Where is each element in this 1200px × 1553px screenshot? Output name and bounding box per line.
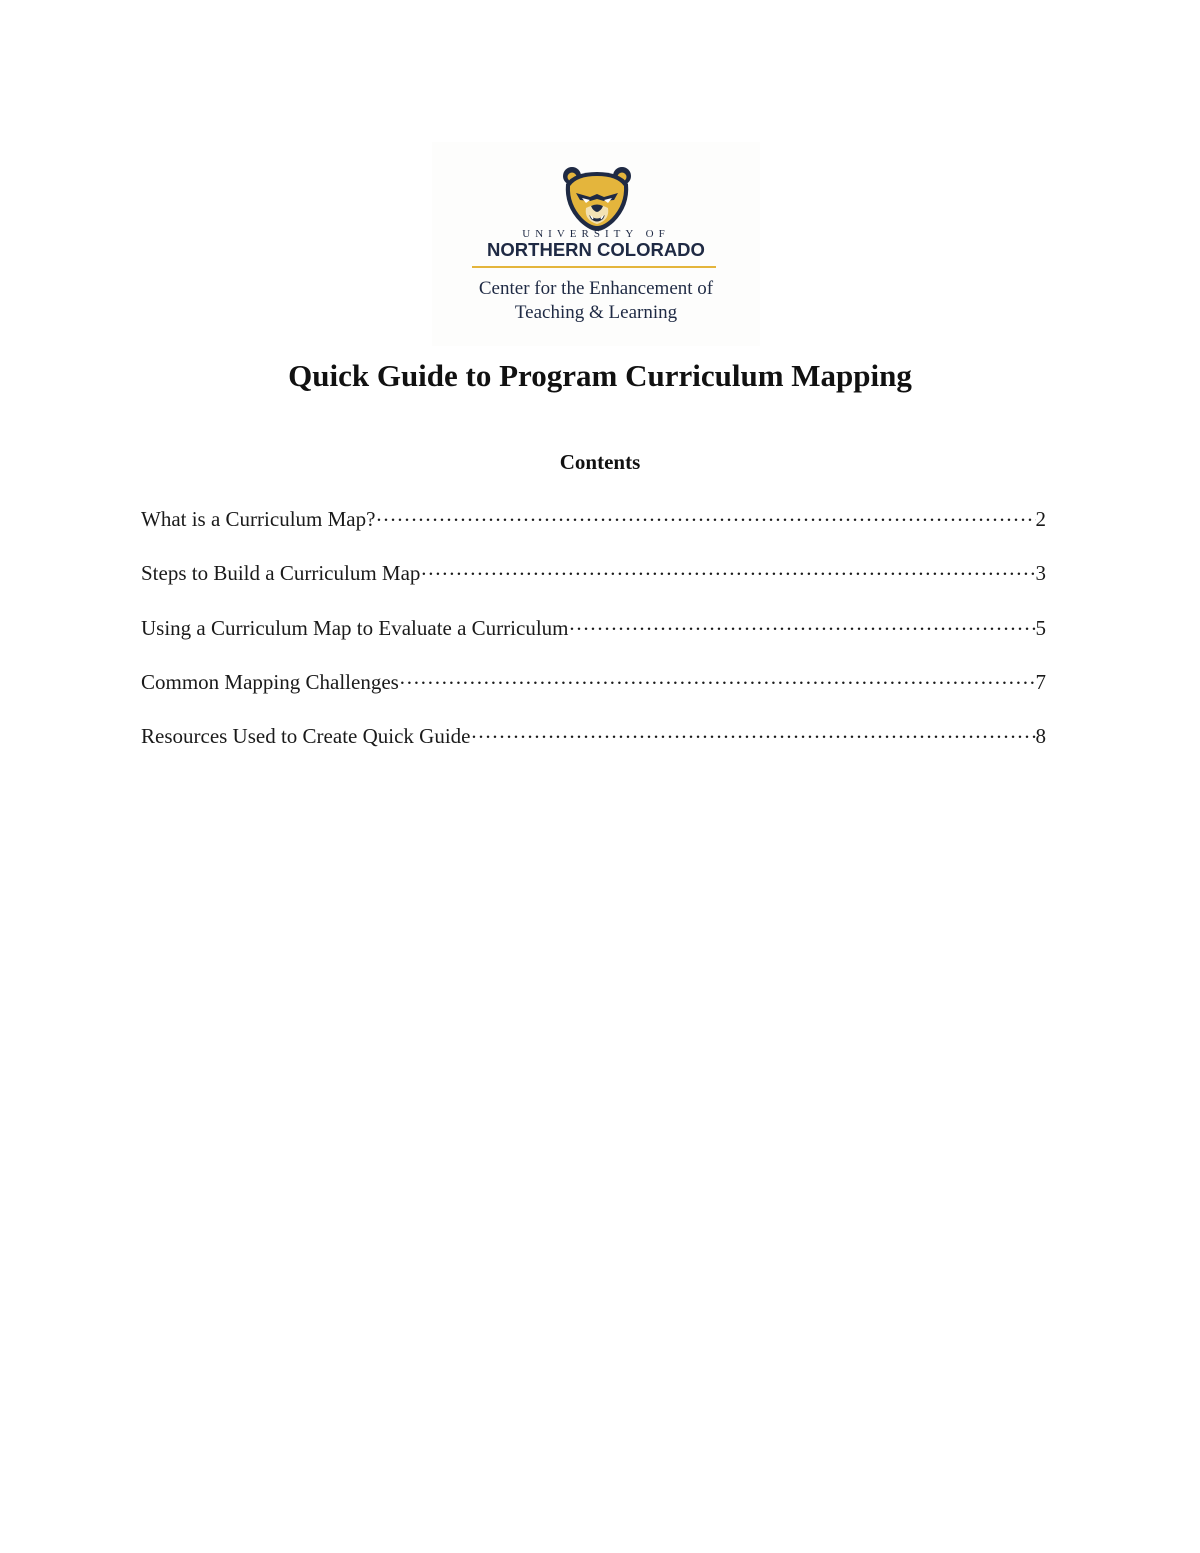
- toc-entry[interactable]: [141, 719, 1046, 773]
- toc-leader-dots: [471, 719, 1036, 743]
- toc-entry-page: 7: [1035, 669, 1046, 694]
- toc-entry-title: Common Mapping Challenges: [141, 669, 399, 694]
- toc-entry-page: 8: [1035, 724, 1046, 749]
- page-title: Quick Guide to Program Curriculum Mapping: [288, 358, 912, 393]
- bear-mascot-icon: [560, 166, 634, 232]
- toc-entry-title: What is a Curriculum Map?: [141, 507, 376, 531]
- logo-divider: [472, 266, 716, 268]
- toc-entry-title: Resources Used to Create Quick Guide: [141, 724, 471, 749]
- toc-leader-dots: [399, 665, 1036, 689]
- logo-teaching-line: Teaching & Learning: [514, 302, 678, 323]
- table-of-contents: [141, 502, 1046, 773]
- toc-entry[interactable]: [141, 611, 1046, 665]
- toc-entry-title: Using a Curriculum Map to Evaluate a Curriculum: [141, 615, 569, 640]
- toc-entry[interactable]: [141, 665, 1046, 719]
- toc-entry-page: 5: [1035, 615, 1046, 640]
- logo-university-of: UNIVERSITY OF: [522, 228, 670, 240]
- logo-northern-colorado: NORTHERN COLORADO: [487, 239, 705, 260]
- toc-entry-title: Steps to Build a Curriculum Map: [141, 561, 421, 586]
- toc-entry[interactable]: [141, 556, 1046, 610]
- contents-heading: Contents: [559, 450, 641, 474]
- logo: [432, 142, 760, 346]
- toc-leader-dots: [375, 502, 1035, 526]
- logo-center-line: Center for the Enhancement of: [478, 278, 714, 299]
- toc-entry-page: 3: [1035, 561, 1046, 586]
- toc-leader-dots: [420, 556, 1035, 580]
- toc-leader-dots: [569, 611, 1036, 635]
- toc-entry-page: 2: [1035, 507, 1046, 531]
- toc-entry[interactable]: [141, 502, 1046, 556]
